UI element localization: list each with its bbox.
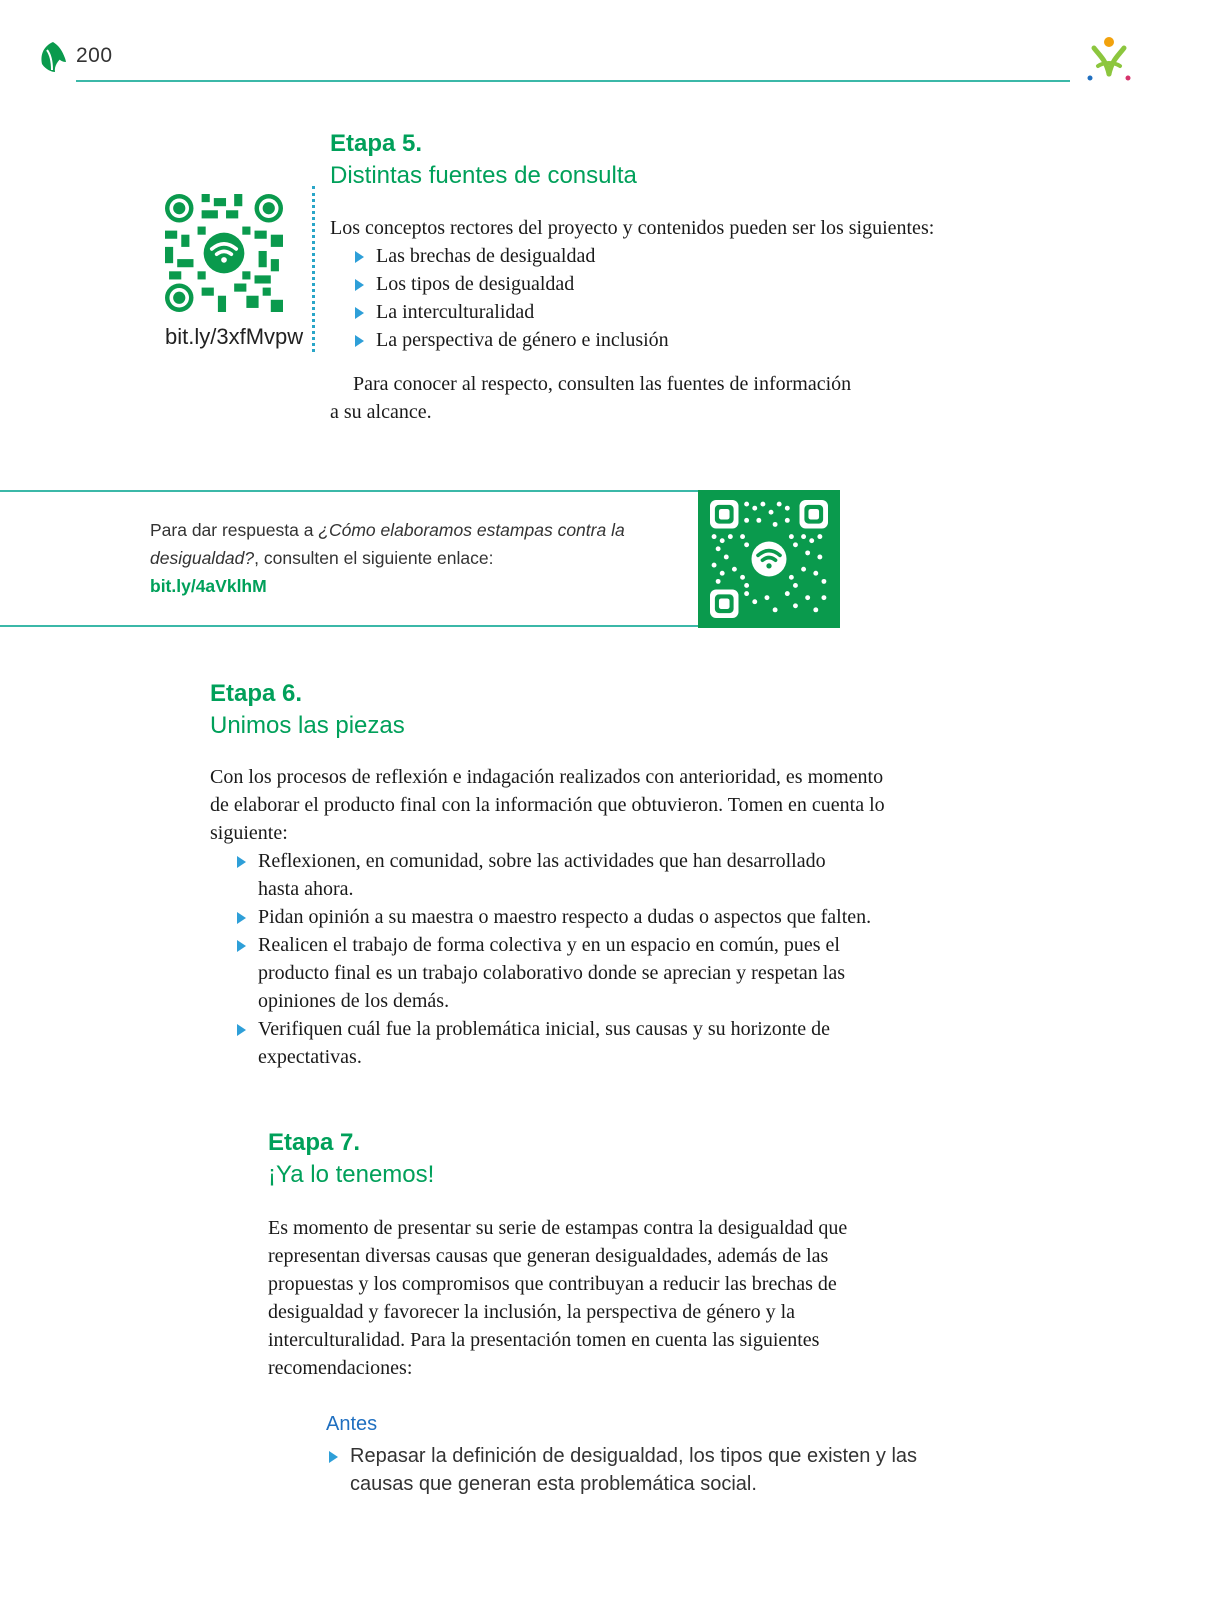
qr-code-icon (710, 500, 828, 618)
list-item: Realicen el trabajo de forma colectiva y en un espacio en común, pues el producto final es un trabajo colaborativo donde se aprecian y respetan las opiniones de los demás. (234, 931, 899, 1015)
page-number: 200 (76, 44, 113, 67)
etapa5-title: Etapa 5. (330, 130, 423, 157)
antes-body (326, 1442, 946, 1498)
qr-code-icon (165, 194, 283, 312)
etapa5-heading (330, 128, 637, 192)
etapa5-body (330, 214, 1050, 426)
banner-suffix: , consulten el siguiente enlace: (254, 548, 494, 568)
etapa7-heading (268, 1127, 434, 1191)
banner-prefix: Para dar respuesta a (150, 520, 319, 540)
antes-heading: Antes (326, 1413, 378, 1435)
etapa5-closing-2: a su alcance. (330, 401, 432, 423)
antes-list (326, 1442, 946, 1498)
etapa7-body (268, 1214, 904, 1382)
etapa5-intro: Los conceptos rectores del proyecto y contenidos pueden ser los siguientes: (330, 217, 935, 239)
leaf-logo-icon (38, 40, 68, 74)
etapa5-subtitle: Distintas fuentes de consulta (330, 162, 637, 189)
list-item: La perspectiva de género e inclusión (352, 326, 1050, 354)
banner-question: ¿Cómo elaboramos estampas contra la desigualdad? (150, 520, 625, 568)
header-rule (76, 80, 1070, 82)
etapa7-intro: Es momento de presentar su serie de estampas contra la desigualdad que representan diversas causas que generan desigualdades, además de las propuestas y los compromisos que contribuyan a reducir las brechas de desigualdad y favorecer la inclusión, la perspectiva de género y la interculturalidad. Para la presentación tomen en cuenta las siguientes recomendaciones: (268, 1217, 848, 1379)
dotted-divider (312, 186, 315, 352)
etapa6-intro: Con los procesos de reflexión e indagación realizados con anterioridad, es momento de elaborar el producto final con la información que obtuvieron. Tomen en cuenta lo siguiente: (210, 766, 885, 844)
etapa7-subtitle: ¡Ya lo tenemos! (268, 1161, 435, 1188)
list-item: Repasar la definición de desigualdad, los tipos que existen y las causas que generan esta problemática social. (326, 1442, 946, 1498)
list-item: Reflexionen, en comunidad, sobre las actividades que han desarrollado hasta ahora. (234, 847, 899, 903)
etapa6-title: Etapa 6. (210, 680, 303, 707)
list-item: Los tipos de desigualdad (352, 270, 1050, 298)
etapa6-list (234, 847, 899, 1071)
list-item: Pidan opinión a su maestra o maestro respecto a dudas o aspectos que falten. (234, 903, 899, 931)
list-item: Las brechas de desigualdad (352, 242, 1050, 270)
brand-figure-icon (1086, 34, 1132, 84)
etapa7-title: Etapa 7. (268, 1129, 361, 1156)
etapa5-list (352, 242, 1050, 354)
etapa6-heading (210, 678, 405, 742)
banner-text (150, 516, 690, 600)
etapa5-closing-1: Para conocer al respecto, consulten las fuentes de información (353, 373, 852, 395)
etapa6-subtitle: Unimos las piezas (210, 712, 405, 739)
list-item: Verifiquen cuál fue la problemática inicial, sus causas y su horizonte de expectativas. (234, 1015, 899, 1071)
list-item: La interculturalidad (352, 298, 1050, 326)
qr-url-etapa5[interactable]: bit.ly/3xfMvpw (165, 324, 304, 349)
etapa6-body (210, 763, 900, 1071)
banner-link[interactable]: bit.ly/4aVklhM (150, 576, 267, 596)
